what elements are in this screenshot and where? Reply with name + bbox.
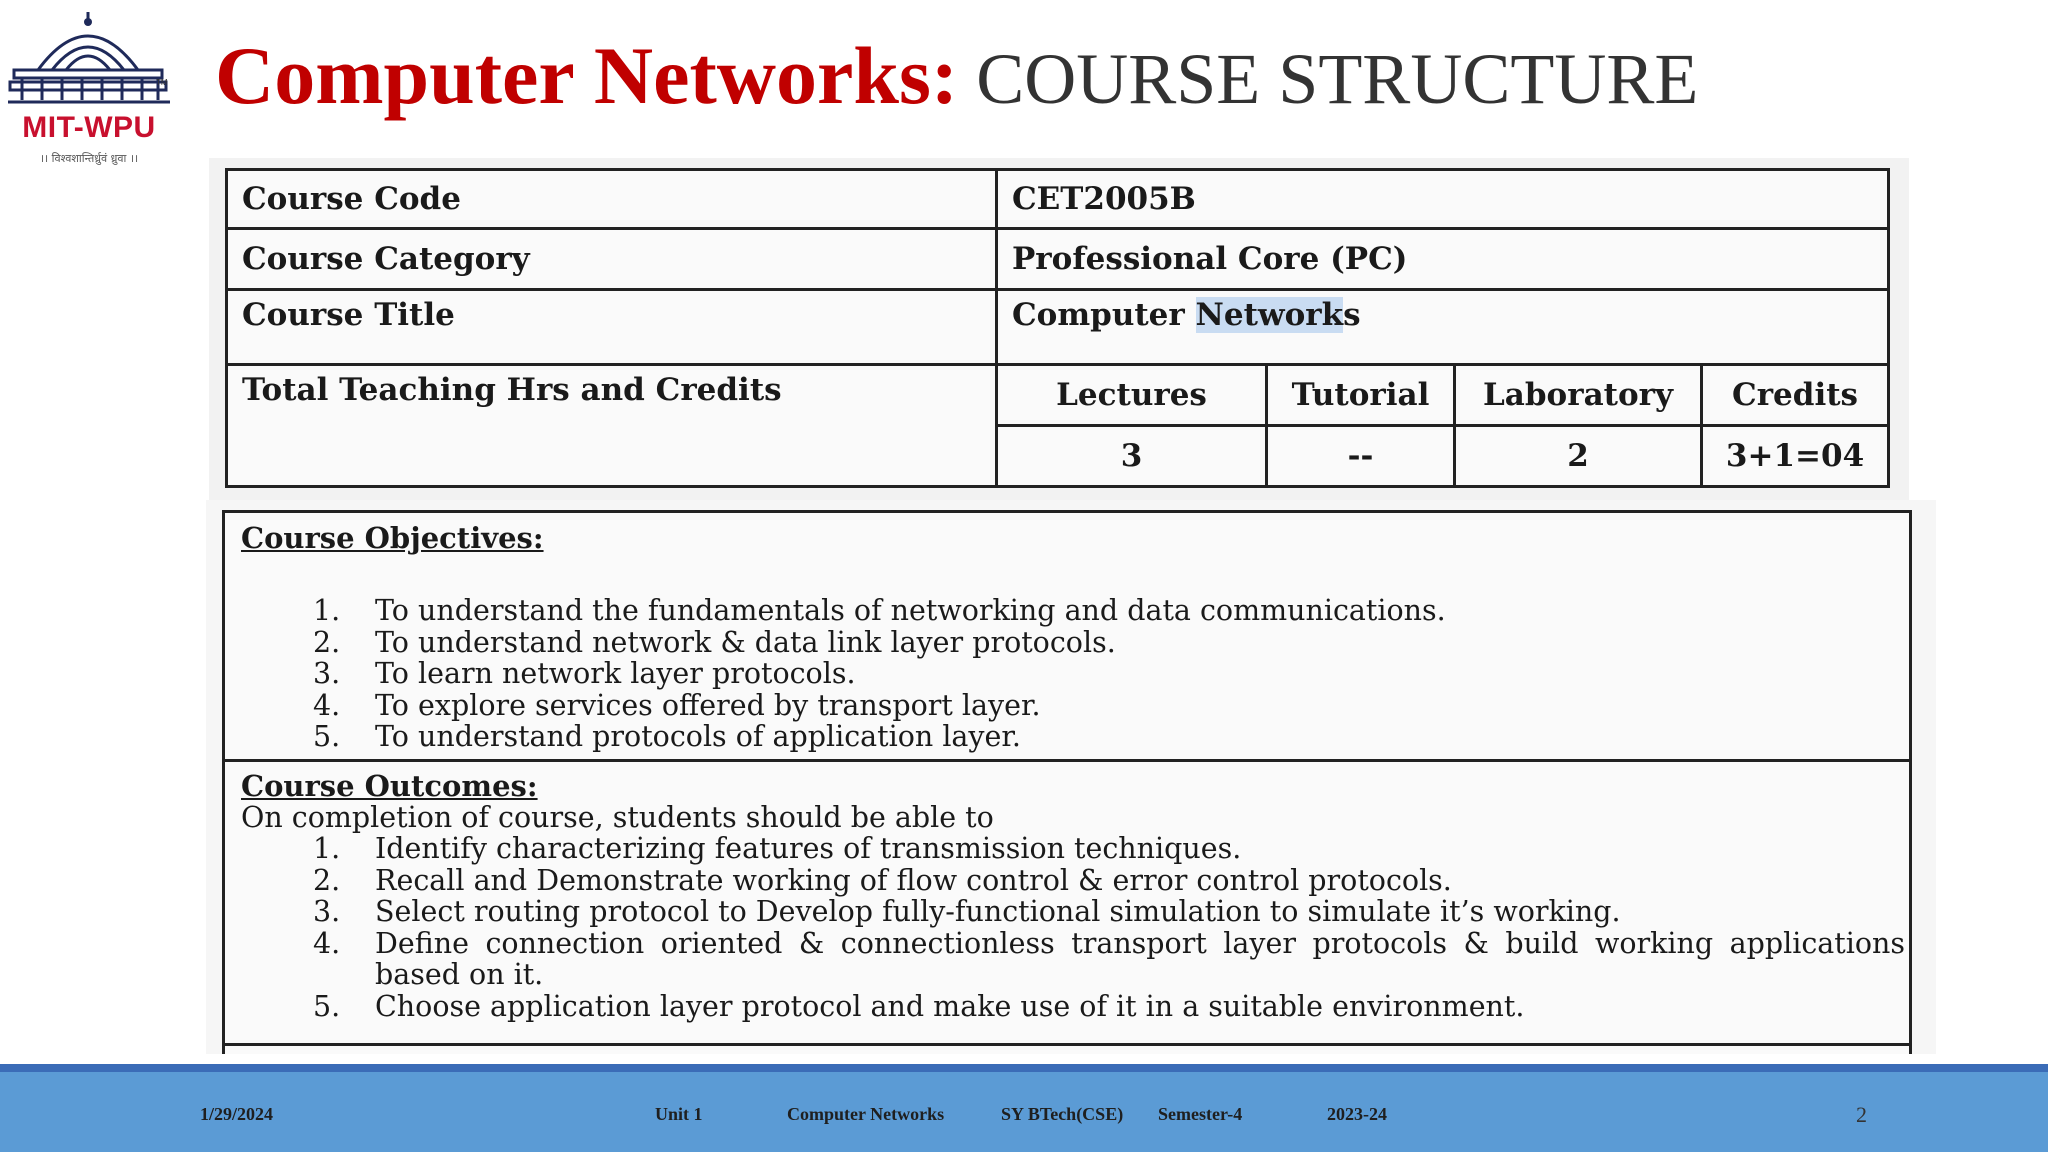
slide-title <box>215 30 1698 125</box>
page-number: 2 <box>1856 1102 1867 1127</box>
list-item: 1. Identify characterizing features of transmission techniques. <box>313 832 1242 865</box>
trademark-mark: TM <box>156 78 168 87</box>
list-item: 1. To understand the fundamentals of networking and data communications. <box>313 594 1446 627</box>
table-row <box>227 228 1889 289</box>
course-title-label: Course Title <box>227 289 997 365</box>
footer-program: SY BTech(CSE) <box>1001 1104 1124 1124</box>
list-item: 2. Recall and Demonstrate working of flow control & error control protocols. <box>313 863 1452 897</box>
course-category-label: Course Category <box>227 228 997 289</box>
tutorial-value: -- <box>1267 426 1455 487</box>
list-item: 2. To understand network & data link layer protocols. <box>313 625 1116 659</box>
table-row <box>227 365 1889 426</box>
credits-header: Credits <box>1702 365 1889 426</box>
credits-value: 3+1=04 <box>1702 426 1889 487</box>
slide-footer <box>0 1072 2048 1152</box>
footer-date: 1/29/2024 <box>200 1104 274 1124</box>
list-item: 3. Select routing protocol to Develop fully-functional simulation to simulate it’s working. <box>313 895 1621 928</box>
table-row <box>227 170 1889 229</box>
section-divider <box>225 1043 1909 1046</box>
course-info-table <box>225 168 1890 488</box>
list-item: 5. Choose application layer protocol and make use of it in a suitable environment. <box>313 989 1525 1023</box>
mit-wpu-logo <box>8 10 170 165</box>
objectives-outcomes-scan <box>206 500 1936 1054</box>
footer-unit: Unit 1 <box>655 1104 703 1124</box>
course-code-label: Course Code <box>227 170 997 229</box>
logo-name: MIT-WPU <box>22 111 156 144</box>
list-item: 3. To learn network layer protocols. <box>313 657 856 690</box>
tutorial-header: Tutorial <box>1267 365 1455 426</box>
course-title-text-pre: Computer <box>1012 296 1196 333</box>
objectives-list <box>313 595 1446 753</box>
outcomes-intro: On completion of course, students should be able to <box>241 801 994 834</box>
dome-emblem-icon <box>8 10 170 110</box>
table-row <box>227 289 1889 365</box>
footer-semester: Semester-4 <box>1158 1104 1243 1124</box>
list-item: 5. To understand protocols of application layer. <box>313 720 1021 753</box>
lectures-value: 3 <box>997 426 1267 487</box>
lectures-header: Lectures <box>997 365 1267 426</box>
objectives-title: Course Objectives: <box>241 521 544 555</box>
footer-accent-line <box>0 1064 2048 1072</box>
course-title-value <box>997 289 1889 365</box>
list-item: 4. To explore services offered by transport layer. <box>313 688 1041 722</box>
course-category-value: Professional Core (PC) <box>997 228 1889 289</box>
footer-course: Computer Networks <box>787 1104 945 1124</box>
course-title-text-post: s <box>1343 296 1361 333</box>
section-divider <box>225 759 1909 762</box>
title-course-name: Computer Networks: <box>215 30 959 121</box>
footer-year: 2023-24 <box>1327 1104 1387 1124</box>
teaching-hours-label: Total Teaching Hrs and Credits <box>227 365 997 487</box>
course-info-scan <box>209 158 1909 504</box>
logo-tagline: ।। विश्वशान्तिर्ध्रुवं ध्रुवा ।। <box>39 152 139 165</box>
laboratory-value: 2 <box>1455 426 1702 487</box>
course-code-value: CET2005B <box>997 170 1889 229</box>
outcomes-title: Course Outcomes: <box>241 769 538 803</box>
text-selection-highlight[interactable]: Network <box>1195 296 1344 333</box>
objectives-outcomes-box <box>222 510 1912 1054</box>
title-subtitle: COURSE STRUCTURE <box>958 39 1699 119</box>
list-item: 4. Define connection oriented & connectionless transport layer protocols & build working applications based on it. <box>313 926 1905 991</box>
outcomes-list <box>313 833 1905 1022</box>
laboratory-header: Laboratory <box>1455 365 1702 426</box>
